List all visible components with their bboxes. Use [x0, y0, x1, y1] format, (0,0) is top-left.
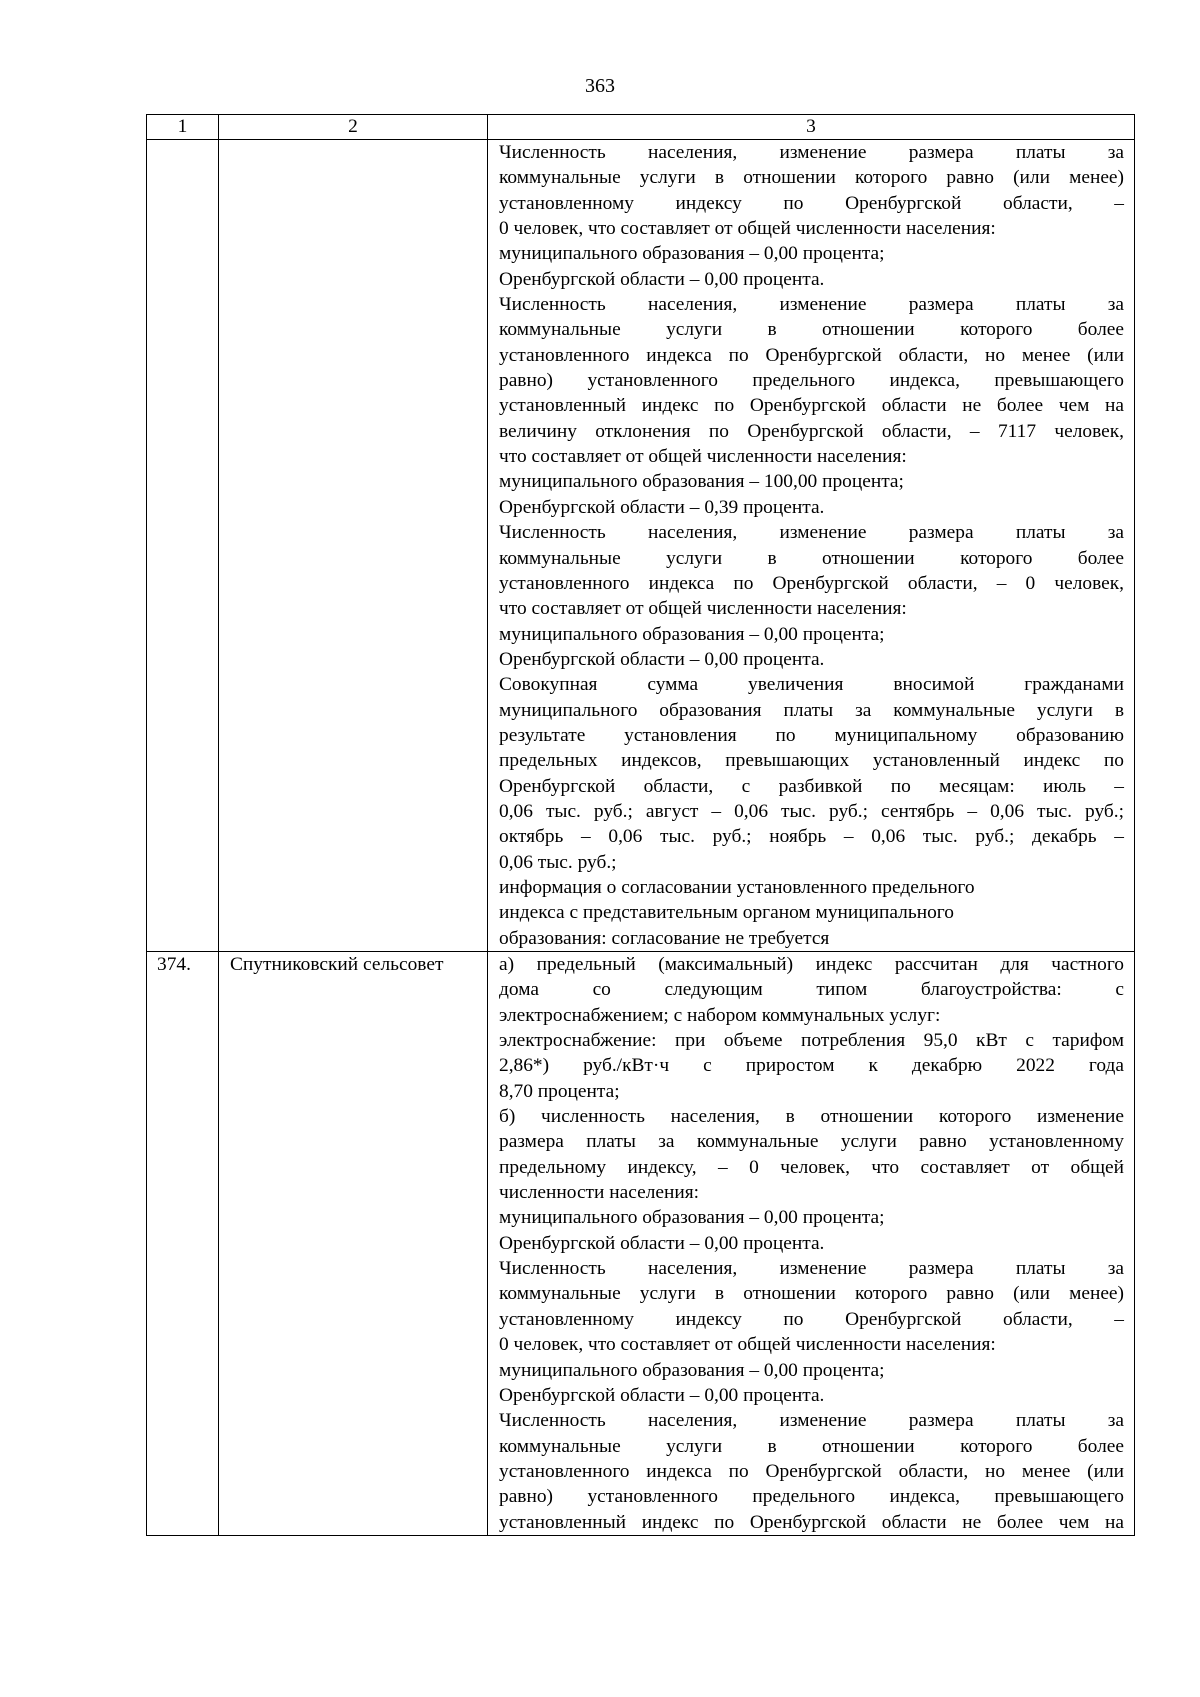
page-number: 363: [585, 75, 615, 97]
text-line: установленного индекса по Оренбургской области, – 0 человек,: [499, 572, 1124, 594]
text-line: установленному индексу по Оренбургской области, –: [499, 192, 1124, 214]
text-line: индекса с представительным органом муниципального: [499, 902, 954, 924]
text-line: Численность населения, изменение размера платы за: [499, 1410, 1124, 1432]
text-line: Оренбургской области, с разбивкой по месяцам: июль –: [499, 775, 1124, 797]
settlement-name: Спутниковский сельсовет: [219, 952, 488, 1536]
text-line: 8,70 процента;: [499, 1080, 620, 1102]
text-line: 0 человек, что составляет от общей численности населения:: [499, 218, 996, 240]
text-line: Оренбургской области – 0,00 процента.: [499, 268, 825, 290]
text-line: муниципального образования – 0,00 процента;: [499, 1207, 885, 1229]
header-col-2: 2: [219, 115, 488, 140]
text-line: предельных индексов, превышающих установленный индекс по: [499, 750, 1124, 772]
text-line: Оренбургской области – 0,00 процента.: [499, 1384, 825, 1406]
text-line: Численность населения, изменение размера платы за: [499, 294, 1124, 316]
text-line: муниципального образования платы за коммунальные услуги в: [499, 699, 1124, 721]
text-line: численности населения:: [499, 1182, 700, 1204]
index-table: [146, 114, 1135, 1536]
text-line: установленного индекса по Оренбургской области, но менее (или: [499, 344, 1124, 366]
text-line: муниципального образования – 0,00 процента;: [499, 1359, 885, 1381]
text-line: электроснабжением; с набором коммунальных услуг:: [499, 1004, 941, 1026]
text-line: Совокупная сумма увеличения вносимой гражданами: [499, 674, 1124, 696]
text-line: Численность населения, изменение размера платы за: [499, 142, 1124, 163]
row-number: [147, 140, 219, 952]
text-line: 0,06 тыс. руб.;: [499, 851, 617, 873]
text-line: а) предельный (максимальный) индекс рассчитан для частного: [499, 954, 1124, 975]
text-line: Численность населения, изменение размера платы за: [499, 522, 1124, 544]
text-line: величину отклонения по Оренбургской области, – 7117 человек,: [499, 420, 1124, 442]
text-line: установленный индекс по Оренбургской области не более чем на: [499, 1511, 1124, 1533]
settlement-name: [219, 140, 488, 952]
text-line: что составляет от общей численности населения:: [499, 598, 907, 620]
text-line: муниципального образования – 0,00 процента;: [499, 623, 885, 645]
text-line: коммунальные услуги в отношении которого равно (или менее): [499, 1283, 1124, 1305]
table-row: [147, 140, 1135, 952]
header-col-1: 1: [147, 115, 219, 140]
text-line: коммунальные услуги в отношении которого равно (или менее): [499, 167, 1124, 189]
text-line: 2,86*) руб./кВт·ч с приростом к декабрю 2022 года: [499, 1055, 1124, 1077]
text-line: муниципального образования – 100,00 процента;: [499, 471, 904, 493]
row-description: [488, 952, 1135, 1536]
text-line: что составляет от общей численности населения:: [499, 446, 907, 468]
text-line: информация о согласовании установленного предельного: [499, 876, 975, 898]
text-line: октябрь – 0,06 тыс. руб.; ноябрь – 0,06 тыс. руб.; декабрь –: [499, 826, 1124, 848]
text-line: 0 человек, что составляет от общей численности населения:: [499, 1334, 996, 1356]
text-line: муниципального образования – 0,00 процента;: [499, 243, 885, 265]
text-line: результате установления по муниципальному образованию: [499, 724, 1124, 746]
text-line: установленного индекса по Оренбургской области, но менее (или: [499, 1460, 1124, 1482]
text-line: размера платы за коммунальные услуги равно установленному: [499, 1131, 1124, 1153]
text-line: установленному индексу по Оренбургской области, –: [499, 1308, 1124, 1330]
row-number: 374.: [147, 952, 219, 1536]
row-description: [488, 140, 1135, 952]
table-row: [147, 952, 1135, 1536]
text-line: Численность населения, изменение размера платы за: [499, 1258, 1124, 1280]
text-line: установленный индекс по Оренбургской области не более чем на: [499, 395, 1124, 417]
text-line: б) численность населения, в отношении которого изменение: [499, 1106, 1124, 1128]
text-line: коммунальные услуги в отношении которого более: [499, 319, 1124, 341]
table-header-row: [147, 115, 1135, 140]
text-line: коммунальные услуги в отношении которого более: [499, 1435, 1124, 1457]
text-line: электроснабжение: при объеме потребления 95,0 кВт с тарифом: [499, 1030, 1124, 1052]
text-line: предельному индексу, – 0 человек, что составляет от общей: [499, 1156, 1124, 1178]
text-line: дома со следующим типом благоустройства: с: [499, 979, 1124, 1001]
text-line: Оренбургской области – 0,39 процента.: [499, 496, 825, 518]
text-line: Оренбургской области – 0,00 процента.: [499, 1232, 825, 1254]
text-line: образования: согласование не требуется: [499, 927, 830, 949]
header-col-3: 3: [488, 115, 1135, 140]
text-line: Оренбургской области – 0,00 процента.: [499, 648, 825, 670]
text-line: равно) установленного предельного индекса, превышающего: [499, 1486, 1124, 1508]
text-line: равно) установленного предельного индекса, превышающего: [499, 370, 1124, 392]
text-line: коммунальные услуги в отношении которого более: [499, 547, 1124, 569]
text-line: 0,06 тыс. руб.; август – 0,06 тыс. руб.; сентябрь – 0,06 тыс. руб.;: [499, 800, 1124, 822]
